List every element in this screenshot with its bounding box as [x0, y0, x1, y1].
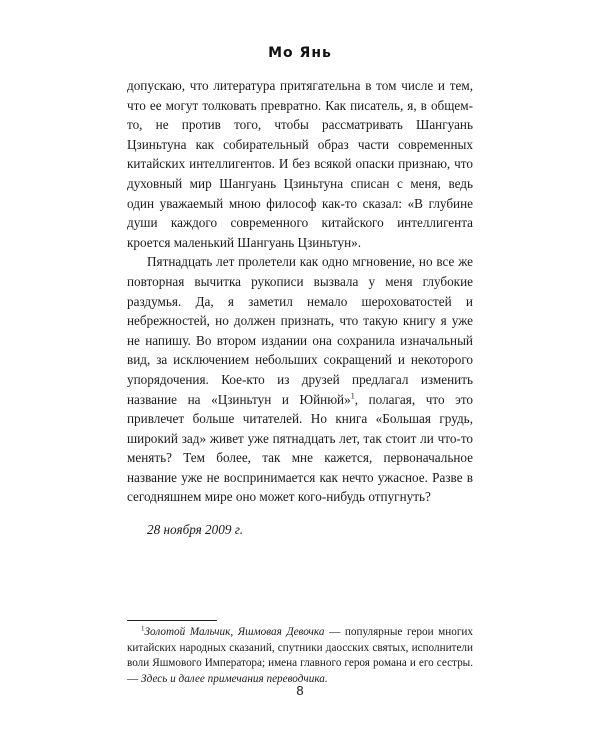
footnote-text: — популярные герои многих китайских народных сказаний, спутники даосских святых, исполнители воли Яшмового Императора; имена главного героя романа и его сестры. — — [127, 626, 474, 685]
running-head: Мо Янь — [268, 45, 332, 61]
footnote-mark: 1 — [141, 624, 145, 633]
date-line: 28 ноября 2009 г. — [147, 522, 243, 538]
body-text — [127, 76, 473, 540]
paragraph-text-part: , полагая, что это привлечет больше читателей. Но книга «Большая грудь, широкий зад» живет уже пятнадцать лет, так стоит ли что-то менять? Тем более, так мне кажется, первоначальное название уже не воспринимается как нечто ужасное. Разве в сегодняшнем мире оно может кого-нибудь отпугнуть? — [127, 391, 473, 505]
footnote-italic-term: Золотой Мальчик, Яшмовая Девочка — [144, 626, 325, 638]
paragraph-continued: допускаю, что литература притягательна в том числе и тем, что ее могут толковать превратно. Как писатель, я, в общем-то, не против того, чтобы рассматривать Шангуань Цзиньтуна как собирательный образ части современных китайских интеллигентов. И без всякой опаски признаю, что духовный мир Шангуань Цзиньтуна списан с меня, ведь один уважаемый мною философ как-то сказал: «В глубине души каждого современного китайского интеллигента кроется маленький Шангуань Цзиньтун». — [127, 78, 473, 250]
footnote-reference[interactable]: 1 — [350, 391, 355, 401]
page-number: 8 — [296, 683, 304, 698]
paragraph-text-part: Пятнадцать лет пролетели как одно мгновение, но все же повторная вычитка рукописи вызвала у меня глубокие раздумья. Да, я заметил немало шероховатостей и небрежностей, но должен признать, что такую книгу я уже не напишу. Во втором издании она сохранила изначальный вид, за исключением небольших сокращений и некоторого упорядочения. Кое-кто из друзей предлагал изменить название на «Цзиньтун и Юйнюй» — [127, 254, 473, 407]
footnote-italic-note: Здесь и далее примечания переводчика. — [140, 672, 328, 685]
footnote-divider — [127, 620, 217, 621]
paragraph — [127, 252, 473, 507]
footnote — [127, 625, 473, 687]
